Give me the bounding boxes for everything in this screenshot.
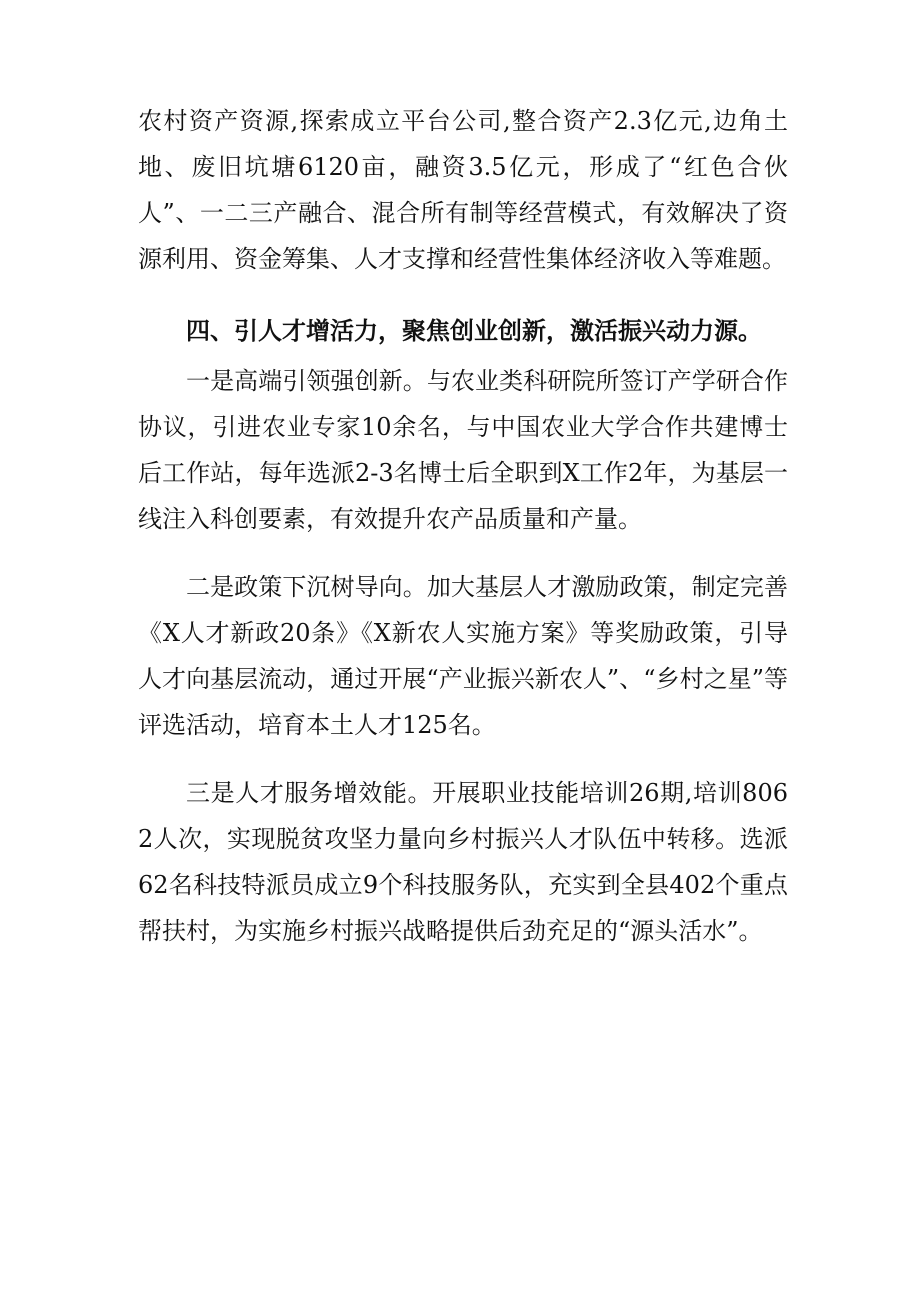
paragraph-talent-service: 三是人才服务增效能。开展职业技能培训26期,培训8062人次，实现脱贫攻坚力量向乡村振兴人才队伍中转移。选派62名科技特派员成立9个科技服务队，充实到全县402个重点帮扶村，为实施乡村振兴战略提供后劲充足的“源头活水”。	[138, 779, 788, 945]
section-heading-four: 四、引人才增活力，聚焦创业创新，激活振兴动力源。	[186, 317, 762, 345]
paragraph-asset-integration: 农村资产资源,探索成立平台公司,整合资产2.3亿元,边角土地、废旧坑塘6120亩，融资3.5亿元，形成了“红色合伙人”、一二三产融合、混合所有制等经营模式，有效解决了资源利用、资金筹集、人才支撑和经营性集体经济收入等难题。	[138, 107, 788, 273]
paragraph-policy-guidance: 二是政策下沉树导向。加大基层人才激励政策，制定完善《X人才新政20条》《X新农人实施方案》等奖励政策，引导人才向基层流动，通过开展“产业振兴新农人”、“乡村之星”等评选活动，培育本土人才125名。	[138, 573, 788, 739]
document-page	[138, 98, 788, 954]
paragraph-high-end-innovation: 一是高端引领强创新。与农业类科研院所签订产学研合作协议，引进农业专家10余名，与中国农业大学合作共建博士后工作站，每年选派2-3名博士后全职到X工作2年，为基层一线注入科创要素，有效提升农产品质量和产量。	[138, 367, 788, 533]
